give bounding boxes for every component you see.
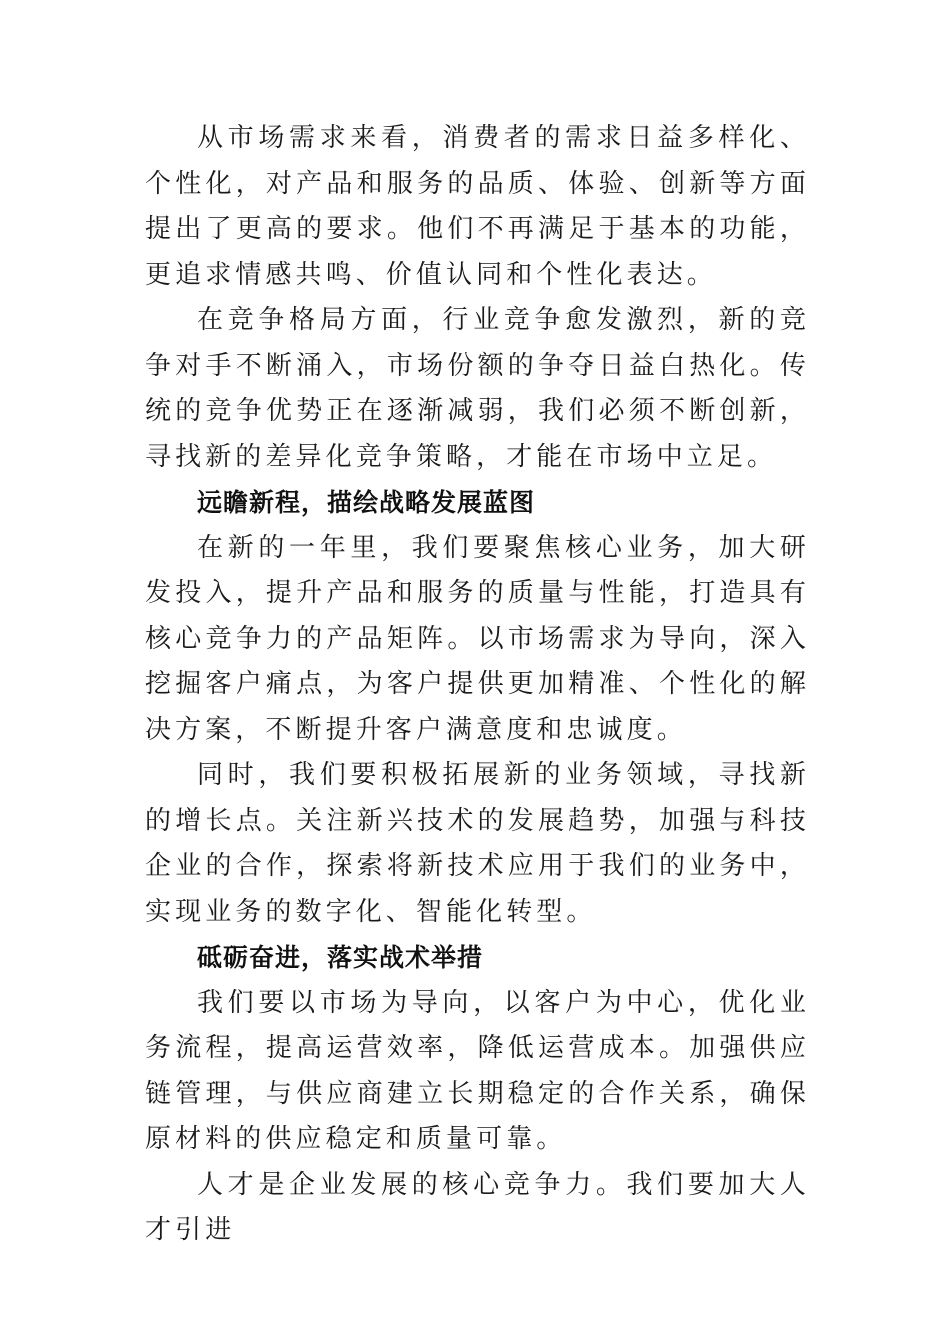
section-heading-tactics: 砥砺奋进，落实战术举措 [197,943,484,972]
paragraph-new-business: 同时，我们要积极拓展新的业务领域，寻找新的增长点。关注新兴技术的发展趋势，加强与科技企业的合作，探索将新技术应用于我们的业务中，实现业务的数字化、智能化转型。 [145,760,810,927]
paragraph-market-demand: 从市场需求来看，消费者的需求日益多样化、个性化，对产品和服务的品质、体验、创新等方面提出了更高的要求。他们不再满足于基本的功能，更追求情感共鸣、价值认同和个性化表达。 [145,123,810,290]
paragraph-competition: 在竞争格局方面，行业竞争愈发激烈，新的竞争对手不断涌入，市场份额的争夺日益白热化。传统的竞争优势正在逐渐减弱，我们必须不断创新，寻找新的差异化竞争策略，才能在市场中立足。 [145,305,810,472]
document-body [145,116,810,1254]
section-heading-strategy: 远瞻新程，描绘战略发展蓝图 [197,488,536,517]
paragraph-operations: 我们要以市场为导向，以客户为中心，优化业务流程，提高运营效率，降低运营成本。加强供应链管理，与供应商建立长期稳定的合作关系，确保原材料的供应稳定和质量可靠。 [145,987,810,1154]
paragraph-core-business: 在新的一年里，我们要聚焦核心业务，加大研发投入，提升产品和服务的质量与性能，打造具有核心竞争力的产品矩阵。以市场需求为导向，深入挖掘客户痛点，为客户提供更加精准、个性化的解决方案，不断提升客户满意度和忠诚度。 [145,532,810,745]
paragraph-talent: 人才是企业发展的核心竞争力。我们要加大人才引进 [145,1169,810,1245]
